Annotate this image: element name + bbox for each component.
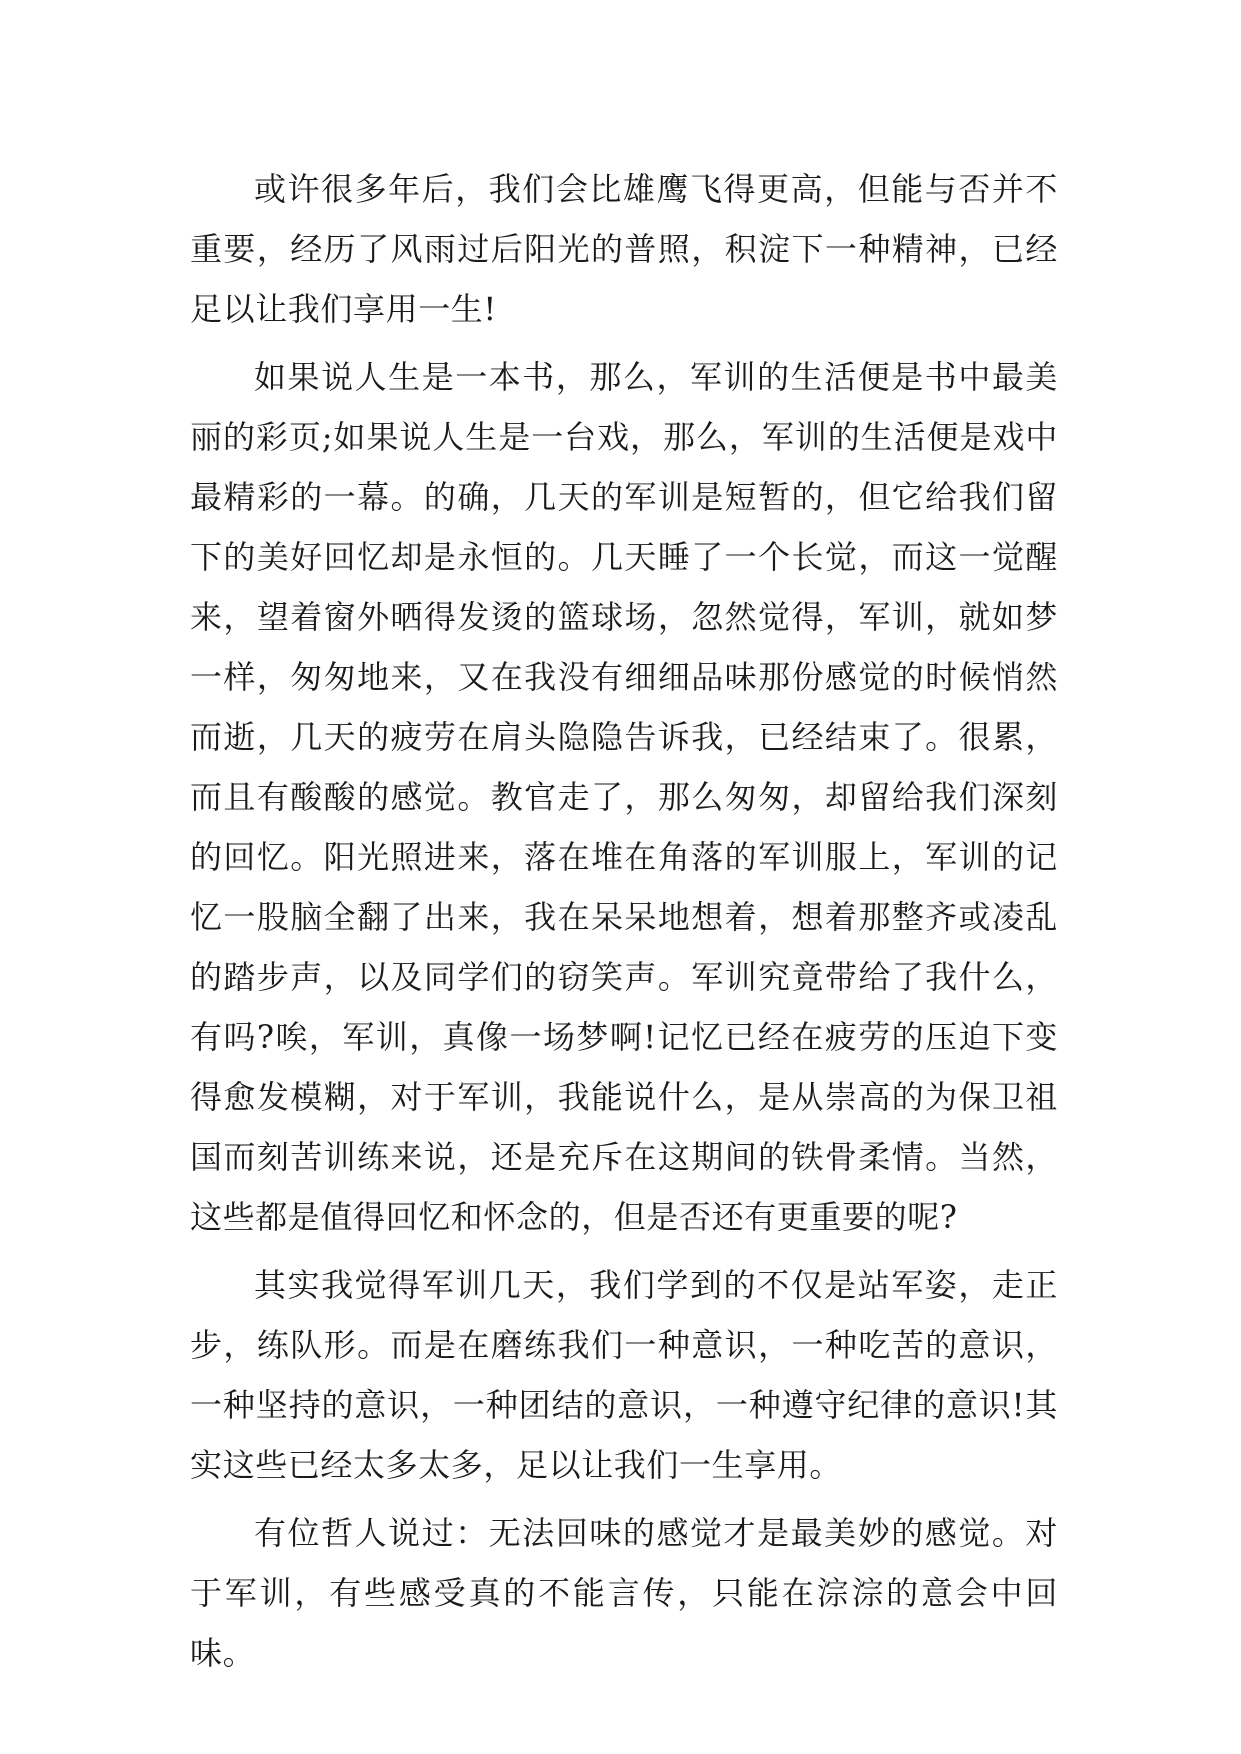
paragraph-1: 或许很多年后，我们会比雄鹰飞得更高，但能与否并不重要，经历了风雨过后阳光的普照，积淀下一种精神，已经足以让我们享用一生!	[190, 170, 1058, 328]
paragraph-2: 如果说人生是一本书，那么，军训的生活便是书中最美丽的彩页;如果说人生是一台戏，那么，军训的生活便是戏中最精彩的一幕。的确，几天的军训是短暂的，但它给我们留下的美好回忆却是永恒的。几天睡了一个长觉，而这一觉醒来，望着窗外晒得发烫的篮球场，忽然觉得，军训，就如梦一样，匆匆地来，又在我没有细细品味那份感觉的时候悄然而逝，几天的疲劳在肩头隐隐告诉我，已经结束了。很累，而且有酸酸的感觉。教官走了，那么匆匆，却留给我们深刻的回忆。阳光照进来，落在堆在角落的军训服上，军训的记忆一股脑全翻了出来，我在呆呆地想着，想着那整齐或凌乱的踏步声，以及同学们的窃笑声。军训究竟带给了我什么，有吗?唉，军训，真像一场梦啊!记忆已经在疲劳的压迫下变得愈发模糊，对于军训，我能说什么，是从崇高的为保卫祖国而刻苦训练来说，还是充斥在这期间的铁骨柔情。当然，这些都是值得回忆和怀念的，但是否还有更重要的呢?	[190, 358, 1058, 1236]
document-body	[190, 159, 1058, 1691]
paragraph-3: 其实我觉得军训几天，我们学到的不仅是站军姿，走正步，练队形。而是在磨练我们一种意识，一种吃苦的意识，一种坚持的意识，一种团结的意识，一种遵守纪律的意识!其实这些已经太多太多，足以让我们一生享用。	[190, 1266, 1058, 1484]
paragraph-4: 有位哲人说过：无法回味的感觉才是最美妙的感觉。对于军训，有些感受真的不能言传，只能在淙淙的意会中回味。	[190, 1514, 1058, 1672]
